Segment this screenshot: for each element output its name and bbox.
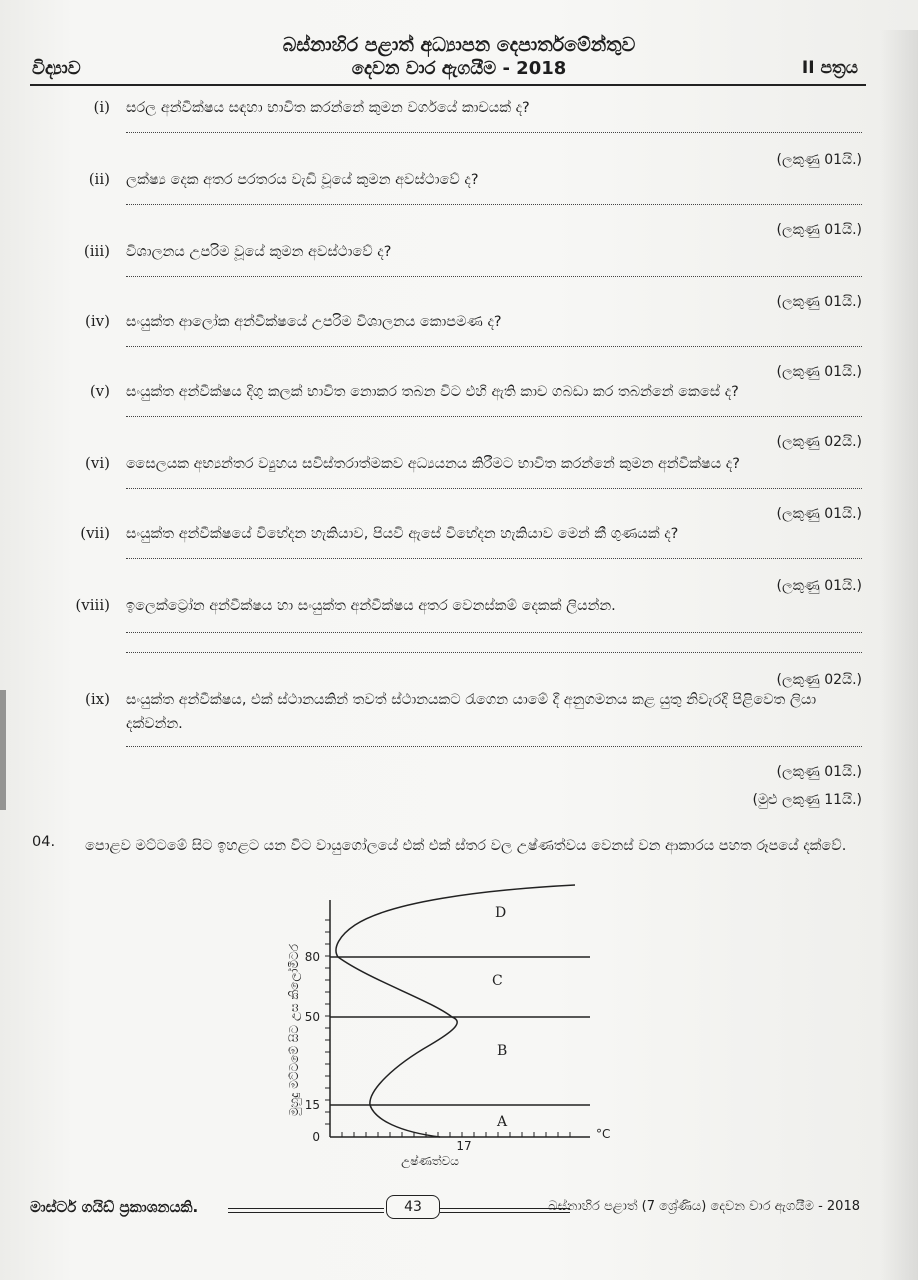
question-text: සංයුක්ත අන්වීක්ෂයේ විභේදන හැකියාව, පියවි ඇසේ විභේදන හැකියාව මෙන් කී ගුණයක් ද? (126, 526, 679, 542)
publisher-label: මාස්ටර් ගයිඩ් ප්‍රකාශනයකි. (30, 1198, 199, 1216)
question-number: (iii) (83, 242, 110, 260)
y-tick-label-0: 0 (312, 1130, 320, 1144)
marks-label: (ලකුණු 02යි.) (776, 672, 862, 688)
x-unit-label: °C (596, 1127, 611, 1141)
temperature-curve (336, 885, 575, 1137)
question-text: සංයුක්ත අන්වීක්ෂය, එක් ස්ථානයකින් තවත් ස්ථානයකට රැගෙන යාමේ දී අනුගමනය කළ යුතු නිවැරදි පිළිවෙත ලියා දක්වන්න. (126, 692, 817, 732)
answer-line[interactable] (126, 488, 862, 489)
marks-label: (ලකුණු 01යි.) (776, 222, 862, 238)
answer-line[interactable] (126, 416, 862, 417)
question-number: (vii) (80, 524, 110, 542)
paper-label: II පත්‍රය (801, 58, 858, 78)
question-text: ලක්ෂ්‍ය දෙක අතර පරතරය වැඩි වූයේ කුමන අවස්ථාවේ ද? (126, 172, 479, 188)
department-title: බස්නාහිර පළාත් අධ්‍යාපන දෙපාර්තමේන්තුව (282, 34, 636, 56)
question-text: සෛලයක අභ්‍යන්තර ව්‍යුහය සවිස්තරාත්මකව අධ්‍යයනය කිරීමට භාවිත කරන්නේ කුමන අන්වීක්ෂය ද? (126, 456, 740, 472)
marks-label: (ලකුණු 01යි.) (776, 506, 862, 522)
x-axis-label: උෂ්ණත්වය (401, 1154, 459, 1168)
answer-line[interactable] (126, 632, 862, 633)
answer-line[interactable] (126, 204, 862, 205)
marks-label: (ලකුණු 02යි.) (776, 434, 862, 450)
answer-line[interactable] (126, 558, 862, 559)
question-number: (vi) (85, 454, 110, 472)
question-number: (i) (93, 98, 110, 116)
answer-line[interactable] (126, 276, 862, 277)
page-edge-shadow (880, 30, 918, 1280)
subject-label: විද්‍යාව (32, 58, 81, 79)
question-number: (v) (89, 382, 110, 400)
question-4-number: 04. (32, 834, 56, 850)
x-tick-label-17: 17 (456, 1139, 472, 1153)
page-number: 43 (386, 1195, 440, 1219)
marks-label: (ලකුණු 01යි.) (776, 364, 862, 380)
region-label-d: D (495, 905, 507, 921)
question-number: (ix) (85, 690, 110, 708)
y-tick-label-80: 80 (304, 950, 320, 964)
footer-exam-label: බස්නාහිර පළාත් (7 ශ්‍රේණිය) දෙවන වාර ඇගයීම - 2018 (548, 1199, 860, 1214)
y-tick-label-50: 50 (304, 1010, 320, 1024)
question-text: සංයුක්ත ආලෝක අන්වීක්ෂයේ උපරිම විශාලනය කොපමණ ද? (126, 314, 502, 330)
question-number: (ii) (88, 170, 110, 188)
header-divider (30, 84, 866, 86)
exam-title: දෙවන වාර ඇගයීම - 2018 (351, 58, 567, 79)
region-label-b: B (497, 1043, 508, 1059)
y-axis-label: මුහුදු මට්ටමේ සිට උස කිලෝමීටර (287, 944, 301, 1116)
atmosphere-temperature-diagram (280, 880, 620, 1180)
footer-rule-left (228, 1208, 384, 1213)
marks-label: (ලකුණු 01යි.) (776, 152, 862, 168)
question-text: ඉලෙක්ට්‍රෝන අන්වීක්ෂය හා සංයුක්ත අන්වීක්ෂය අතර වෙනස්කම් දෙකක් ලියන්න. (126, 598, 616, 614)
question-4-text: පොළව මට්ටමේ සිට ඉහළට යන විට වායුගෝලයේ එක් එක් ස්තර වල උෂ්ණත්වය වෙනස් වන ආකාරය පහත රූපයේ දක්වේ. (85, 838, 847, 854)
question-number: (iv) (85, 312, 110, 330)
binding-shadow (0, 690, 6, 810)
question-text: සරල අන්වීක්ෂය සඳහා භාවිත කරන්නේ කුමන වර්ගයේ කාචයක් ද? (126, 100, 530, 116)
marks-label: (ලකුණු 01යි.) (776, 294, 862, 310)
question-text: විශාලනය උපරිම වූයේ කුමන අවස්ථාවේ ද? (126, 244, 392, 260)
question-text: සංයුක්ත අන්වීක්ෂය දිගු කලක් භාවිත නොකර තබන විට එහි ඇති කාච ගබඩා කර තබන්නේ කෙසේ ද? (126, 384, 739, 400)
marks-label: (ලකුණු 01යි.) (776, 764, 862, 780)
answer-line[interactable] (126, 652, 862, 653)
answer-line[interactable] (126, 746, 862, 747)
y-tick-label-15: 15 (304, 1098, 320, 1112)
answer-line[interactable] (126, 132, 862, 133)
region-label-c: C (492, 973, 503, 989)
total-marks: (මුළු ලකුණු 11යි.) (752, 792, 862, 808)
question-number: (viii) (75, 596, 110, 614)
marks-label: (ලකුණු 01යි.) (776, 578, 862, 594)
answer-line[interactable] (126, 346, 862, 347)
region-label-a: A (497, 1114, 508, 1130)
